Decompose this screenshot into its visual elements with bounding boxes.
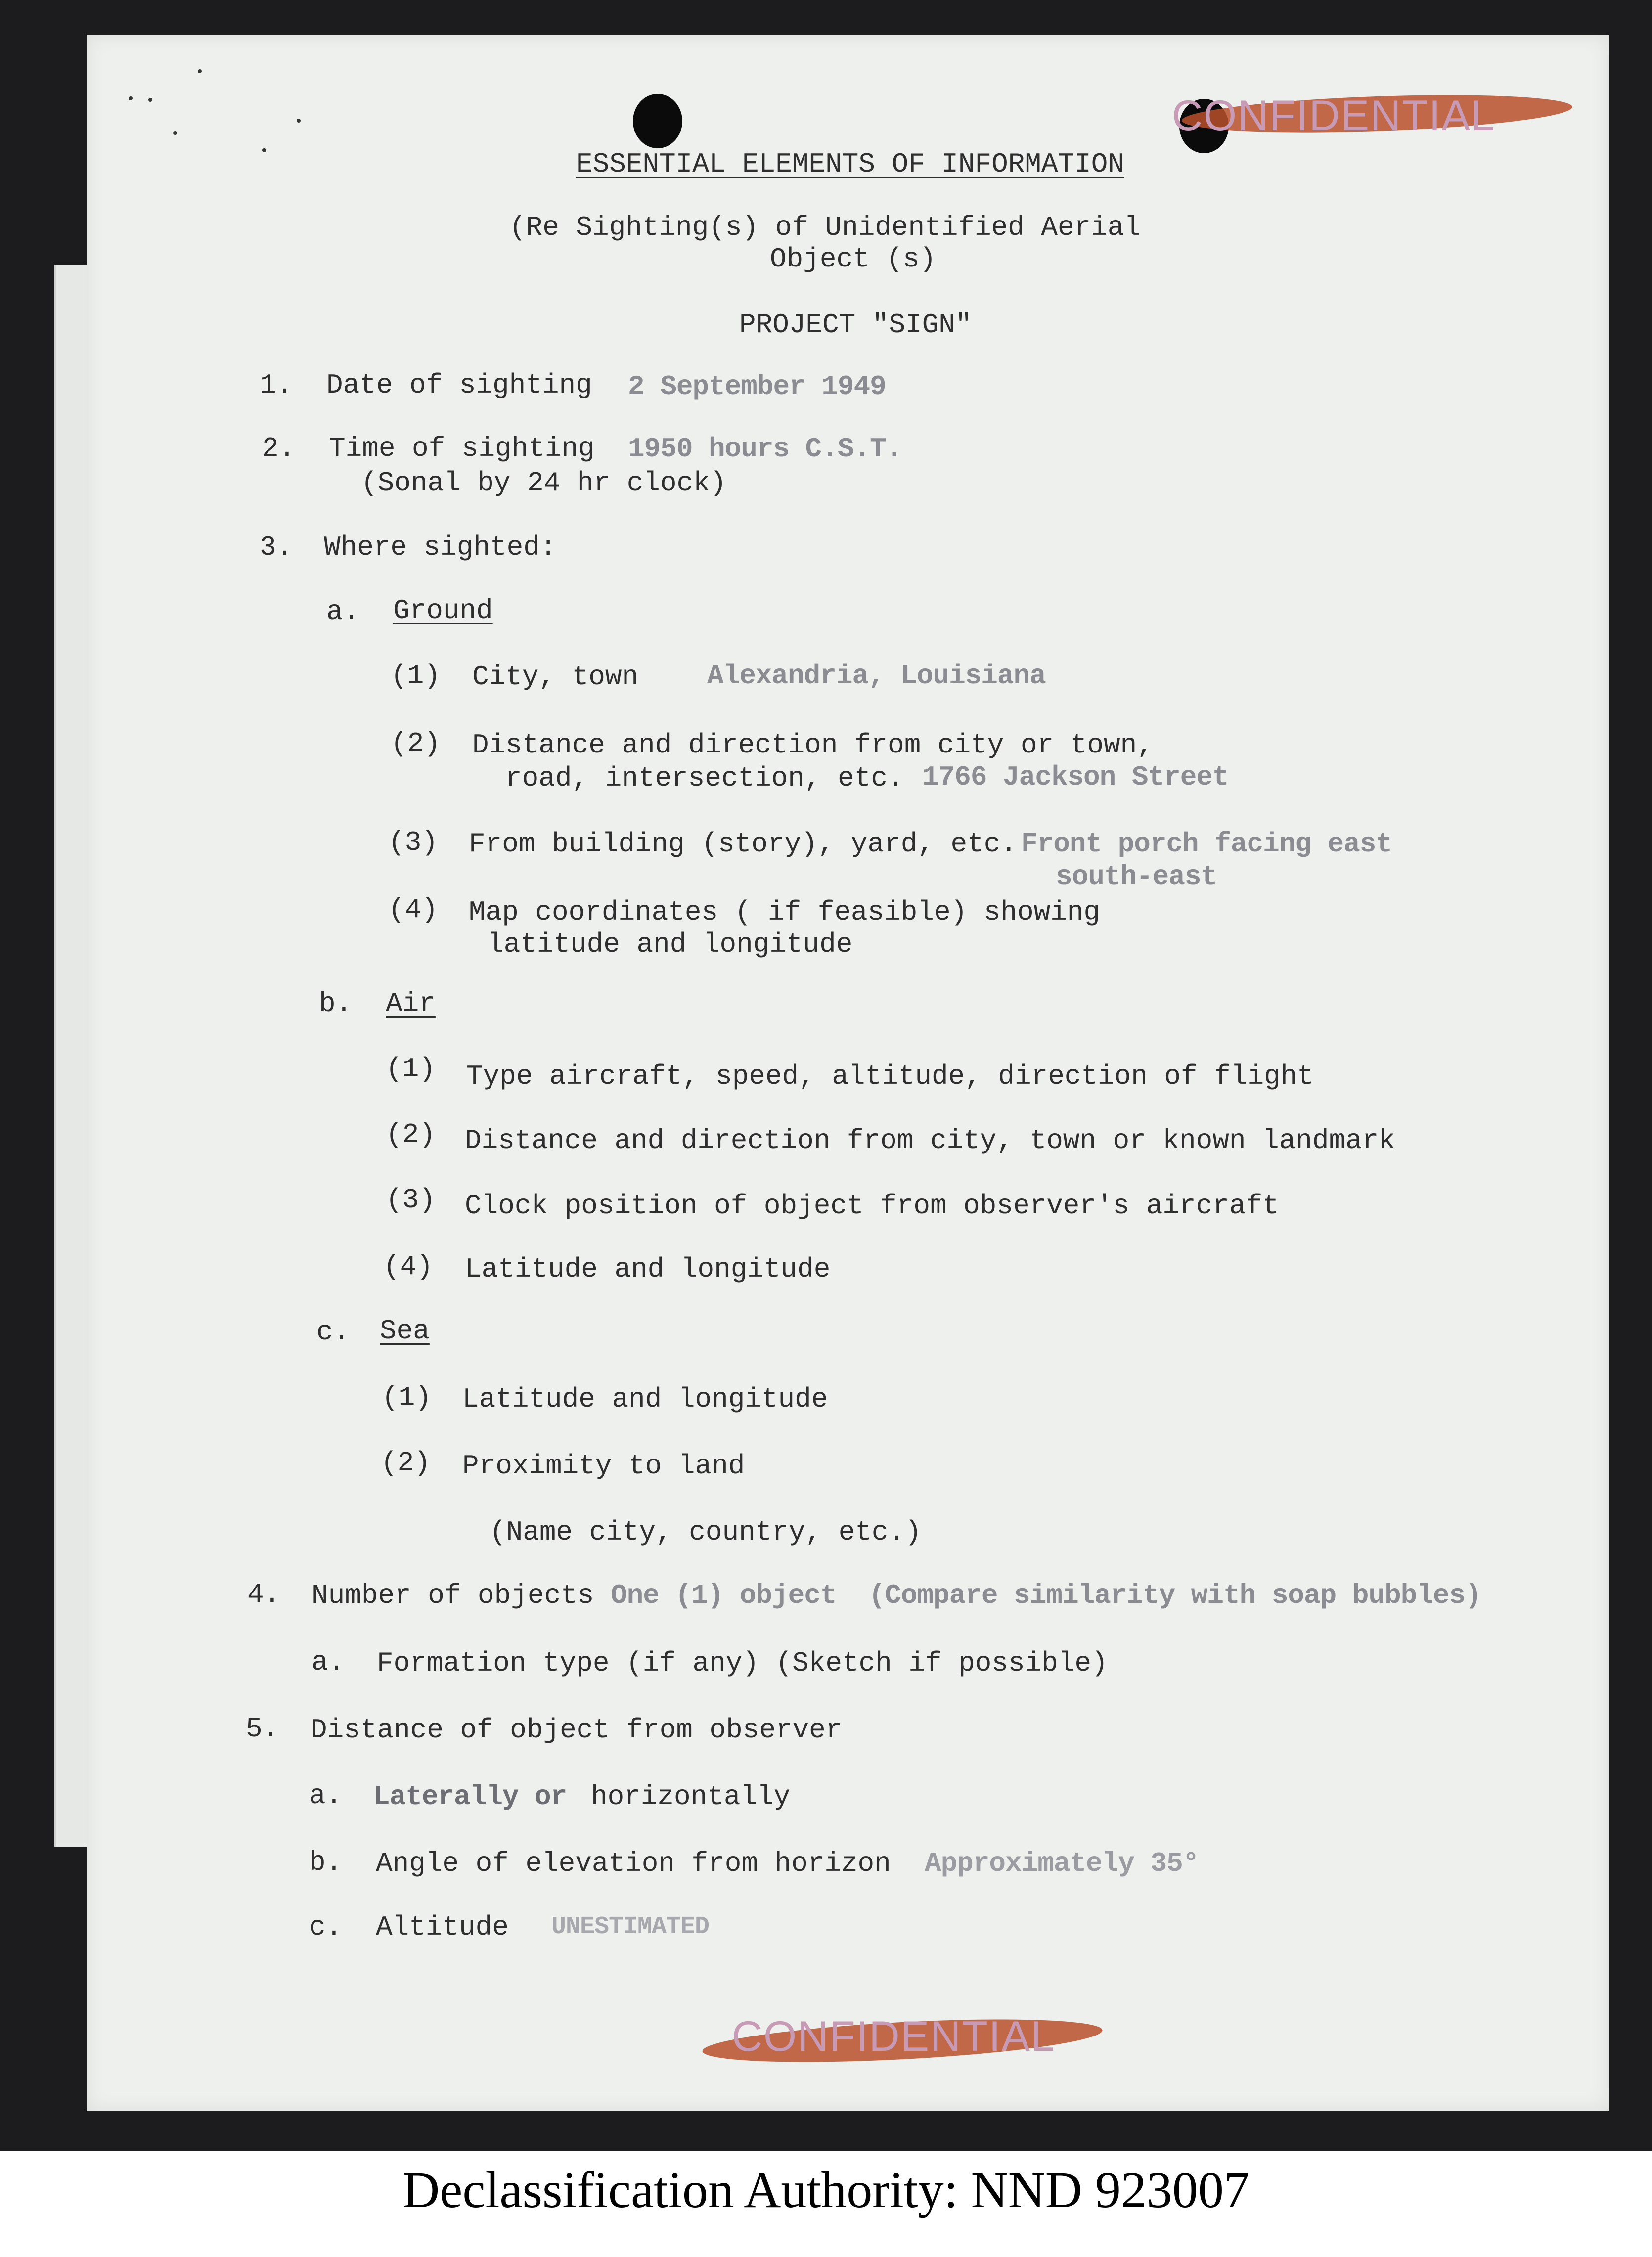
item-5b-label: Angle of elevation from horizon [376,1848,891,1879]
ground-2-number: (2) [391,728,441,759]
ground-3-value-line2: south-east [1056,861,1217,892]
air-4-number: (4) [383,1251,433,1283]
speck [198,69,202,73]
ground-2-label-line1: Distance and direction from city or town, [472,729,1154,761]
item-2-label: Time of sighting [329,433,595,464]
item-5b-letter: b. [309,1847,343,1878]
speck [129,96,133,100]
speck [148,98,152,102]
air-title: Air [386,988,436,1019]
ground-2-label-line2: road, intersection, etc. [505,762,904,794]
document-heading: ESSENTIAL ELEMENTS OF INFORMATION [576,148,1124,180]
item-5-number: 5. [246,1713,279,1745]
item-2-sub: (Sonal by 24 hr clock) [361,467,727,499]
item-4-label: Number of objects [312,1580,594,1611]
sea-2-number: (2) [381,1447,431,1479]
item-1-label: Date of sighting [326,369,592,401]
sea-2-label: Proximity to land [462,1450,745,1482]
punch-hole-left [633,94,682,148]
ground-letter: a. [326,596,360,627]
item-3-label: Where sighted: [324,531,557,563]
air-2-number: (2) [386,1119,436,1151]
project-title: PROJECT "SIGN" [739,309,972,341]
item-1-number: 1. [260,369,293,401]
air-1-number: (1) [386,1053,436,1085]
sea-title: Sea [380,1315,430,1347]
item-5c-value: UNESTIMATED [551,1913,710,1941]
item-2-value: 1950 hours C.S.T. [628,433,902,465]
item-2-number: 2. [262,433,296,464]
item-4a-label: Formation type (if any) (Sketch if possible) [377,1647,1108,1679]
item-5a-value: Laterally or [373,1781,567,1813]
air-letter: b. [319,988,353,1019]
ground-4-number: (4) [388,894,438,926]
sea-1-label: Latitude and longitude [462,1383,828,1415]
air-3-label: Clock position of object from observer's aircraft [465,1190,1279,1222]
ground-1-label: City, town [472,661,639,693]
speck [297,119,301,123]
declassification-footer: Declassification Authority: NND 923007 [402,2162,1250,2218]
air-2-label: Distance and direction from city, town or known landmark [465,1125,1395,1156]
air-4-label: Latitude and longitude [465,1253,831,1285]
ground-4-label-line1: Map coordinates ( if feasible) showing [469,896,1101,928]
item-4-value: One (1) object (Compare similarity with soap bubbles) [611,1580,1481,1611]
item-5a-letter: a. [309,1780,343,1812]
item-5c-letter: c. [309,1911,343,1943]
item-1-value: 2 September 1949 [628,371,886,402]
ground-4-label-line2: latitude and longitude [487,929,853,960]
ground-2-value: 1766 Jackson Street [922,761,1229,793]
item-3-number: 3. [260,531,293,563]
air-1-label: Type aircraft, speed, altitude, direction of flight [466,1061,1314,1092]
ground-3-number: (3) [388,827,438,858]
subheading-line1: (Re Sighting(s) of Unidentified Aerial [509,212,1141,243]
ground-1-number: (1) [391,660,441,692]
item-5a-label: horizontally [591,1781,791,1813]
ground-3-value-line1: Front porch facing east [1021,828,1392,860]
sea-2-sub: (Name city, country, etc.) [490,1516,922,1548]
item-4-number: 4. [247,1579,281,1610]
ground-title: Ground [393,595,493,626]
sea-letter: c. [316,1316,350,1348]
item-5-label: Distance of object from observer [311,1714,843,1746]
speck [173,131,177,135]
ground-3-label: From building (story), yard, etc. [469,828,1017,860]
sea-1-number: (1) [382,1382,432,1414]
item-5c-label: Altitude [376,1911,509,1943]
ground-1-value: Alexandria, Louisiana [707,660,1046,692]
air-3-number: (3) [386,1184,436,1216]
item-4a-letter: a. [312,1646,345,1678]
subheading-line2: Object (s) [770,243,937,275]
paper-edge [54,265,90,1847]
confidential-stamp-bottom: CONFIDENTIAL [732,2013,1056,2060]
speck [262,148,266,152]
item-5b-value: Approximately 35° [925,1848,1199,1879]
confidential-stamp-top: CONFIDENTIAL [1172,92,1496,139]
